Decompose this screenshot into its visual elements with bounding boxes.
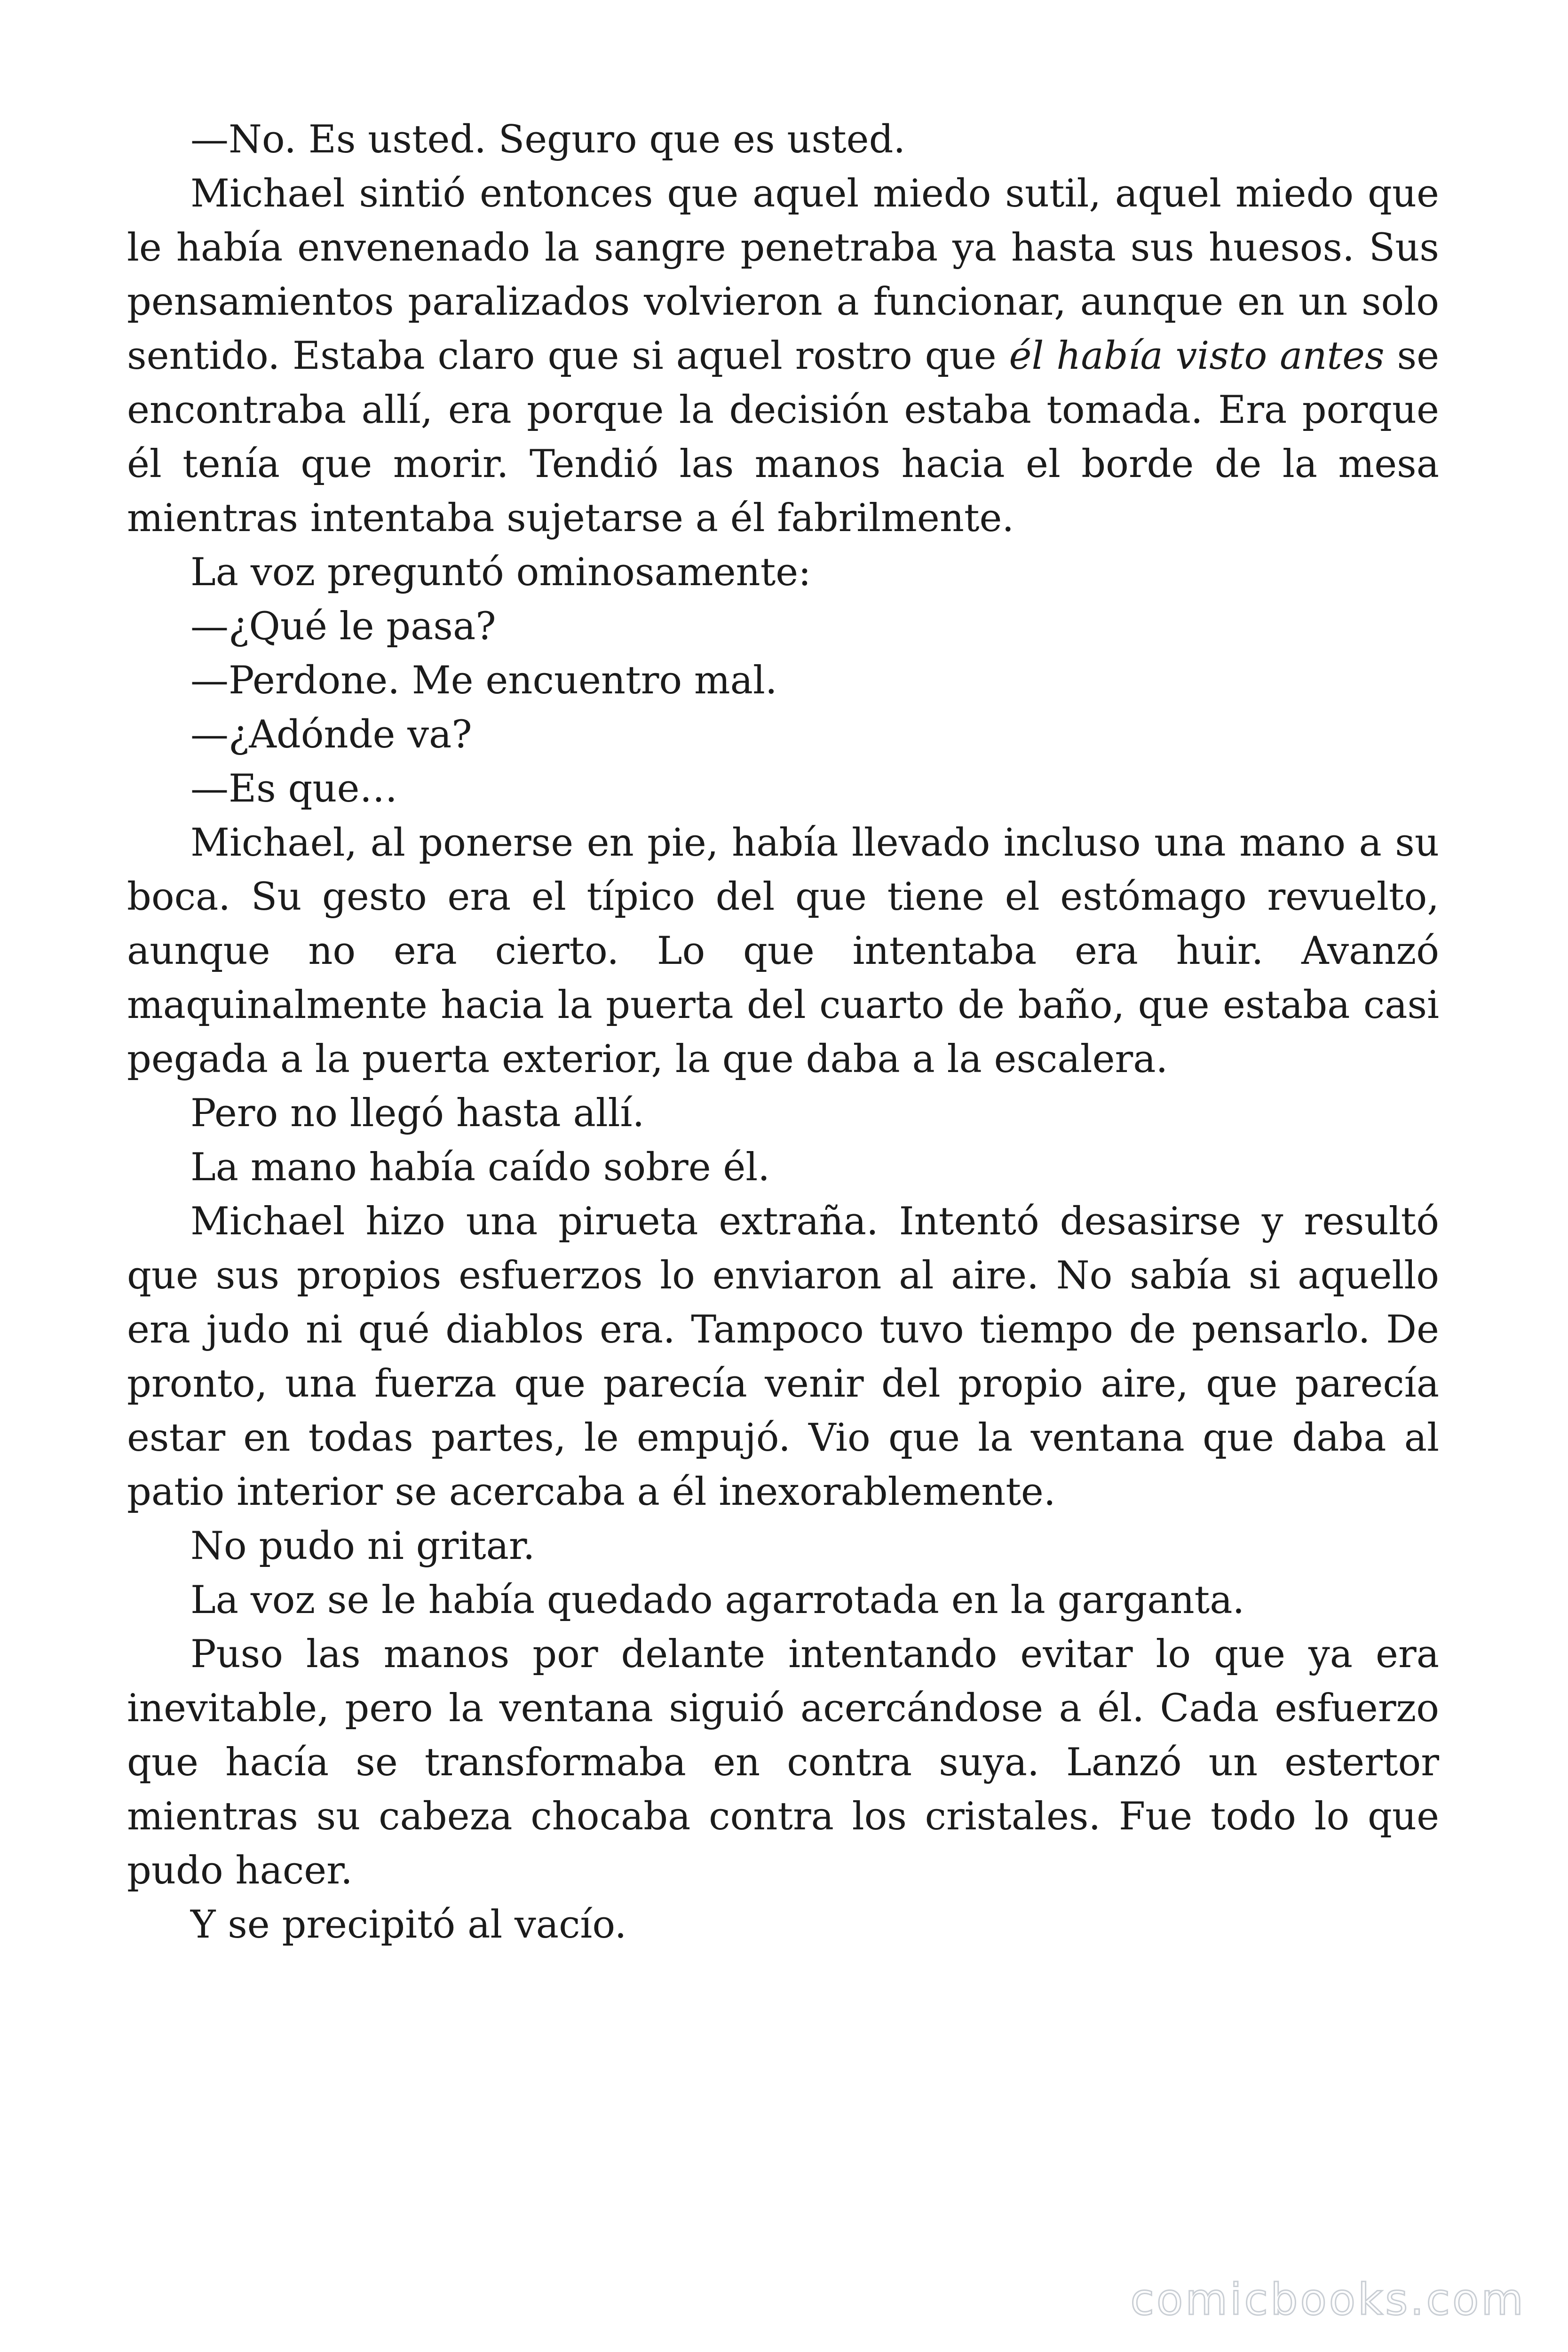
paragraph: —Es que… xyxy=(190,767,398,811)
paragraph: No pudo ni gritar. xyxy=(190,1524,535,1568)
paragraph xyxy=(127,167,1439,546)
paragraph: Pero no llegó hasta allí. xyxy=(190,1091,645,1136)
paragraph: Puso las manos por delante intentando evitar lo que ya era inevitable, pero la ventana siguió acercándose a él. Cada esfuerzo que hacía se transformaba en contra suya. Lanzó un estertor mientras su cabeza chocaba contra los cristales. Fue todo lo que pudo hacer. xyxy=(127,1632,1439,1893)
paragraph: Michael hizo una pirueta extraña. Intentó desasirse y resultó que sus propios esfuerzos lo enviaron al aire. No sabía si aquello era judo ni qué diablos era. Tampoco tuvo tiempo de pensarlo. De pronto, una fuerza que parecía venir del propio aire, que parecía estar en todas partes, le empujó. Vio que la ventana que daba al patio interior se acercaba a él inexorablemente. xyxy=(127,1200,1439,1514)
paragraph: La voz se le había quedado agarrotada en la garganta. xyxy=(190,1578,1245,1622)
paragraph: —No. Es usted. Seguro que es usted. xyxy=(190,118,906,162)
italic-text-run: él había visto antes xyxy=(1009,334,1385,378)
paragraph: —¿Adónde va? xyxy=(190,713,472,757)
book-page-text xyxy=(127,113,1439,1952)
paragraph: La voz preguntó ominosamente: xyxy=(190,550,811,595)
watermark: comicbooks.com xyxy=(1130,2274,1526,2325)
paragraph: La mano había caído sobre él. xyxy=(190,1145,770,1190)
text-run: se encontraba allí, era porque la decisión estaba tomada. Era porque él tenía que morir. Tendió las manos hacia el borde de la mesa mientras intentaba sujetarse a él fabrilmente. xyxy=(127,334,1439,540)
paragraph: Michael, al ponerse en pie, había llevado incluso una mano a su boca. Su gesto era el típico del que tiene el estómago revuelto, aunque no era cierto. Lo que intentaba era huir. Avanzó maquinalmente hacia la puerta del cuarto de baño, que estaba casi pegada a la puerta exterior, la que daba a la escalera. xyxy=(127,821,1439,1081)
paragraph: —Perdone. Me encuentro mal. xyxy=(190,659,777,703)
text-run: Michael sintió entonces que aquel miedo sutil, aquel miedo que le había envenenado la sangre penetraba ya hasta sus huesos. Sus pensamientos paralizados volvieron a funcionar, aunque en un solo sentido. Estaba claro que si aquel rostro que xyxy=(127,172,1439,378)
paragraph: Y se precipitó al vacío. xyxy=(190,1903,627,1947)
paragraph: —¿Qué le pasa? xyxy=(190,604,496,649)
